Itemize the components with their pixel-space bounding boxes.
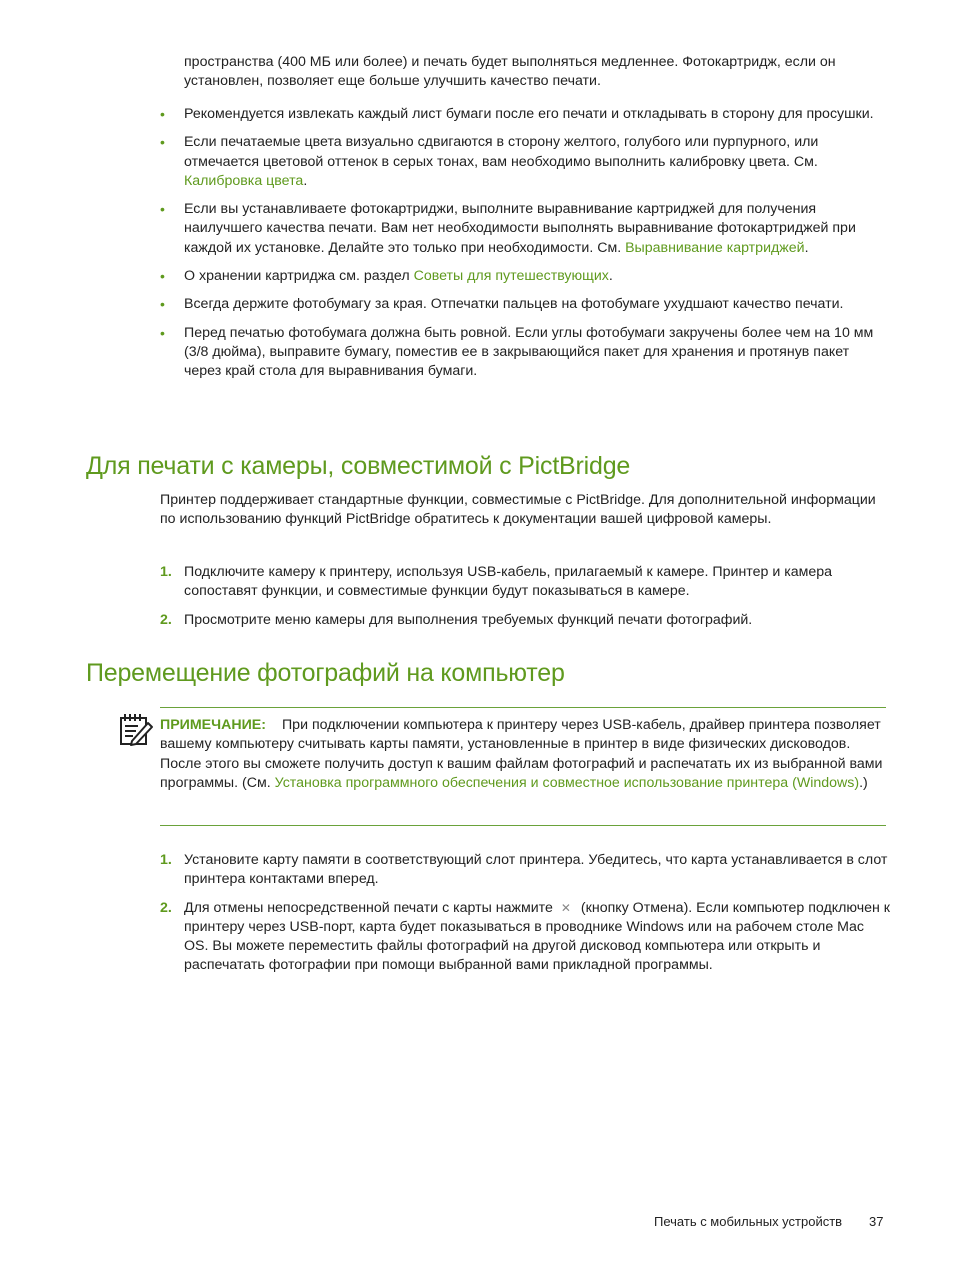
- bullet-item: [160, 267, 890, 286]
- bullet-dot-icon: •: [160, 296, 165, 313]
- link-color-calibration[interactable]: Калибровка цвета: [184, 172, 304, 189]
- cancel-x-icon: ✕: [560, 900, 571, 915]
- footer-section-title: Печать с мобильных устройств: [654, 1214, 843, 1229]
- bullet-text: О хранении картриджа см. раздел: [184, 268, 414, 285]
- bullet-item: [160, 105, 890, 124]
- bullet-dot-icon: •: [160, 324, 165, 341]
- bullet-text: Если вы устанавливаете фотокартриджи, выполните выравнивание картриджей для получения наилучшего качества печати. Вам нет необходимости выполнять выравнивание фотокартриджей при каждой их установке. Делайте это только при необходимости. См.: [184, 201, 856, 256]
- bullet-dot-icon: •: [160, 201, 165, 218]
- link-cartridge-alignment[interactable]: Выравнивание картриджей: [625, 239, 805, 256]
- step-text: Подключите камеру к принтеру, используя USB-кабель, прилагаемый к камере. Принтер и камера сопоставят функции, и совместимые функции будут показываться в камере.: [184, 564, 833, 600]
- bullet-dot-icon: •: [160, 134, 165, 151]
- step-number: 1.: [160, 852, 172, 868]
- note-text: При подключении компьютера к принтеру через USB-кабель, драйвер принтера позволяет вашему компьютеру считывать карты памяти, установленные в принтер в виде физических дисководов. После этого вы сможете получить доступ к вашим файлам фотографий и распечатать их из выбранной вами программы. (См.: [160, 717, 883, 791]
- note-bottom-rule: [160, 825, 886, 826]
- step-text: Просмотрите меню камеры для выполнения требуемых функций печати фотографий.: [184, 611, 753, 628]
- section-heading-transfer-photos: Перемещение фотографий на компьютер: [86, 659, 565, 687]
- intro-paragraph: пространства (400 МБ или более) и печать будет выполняться медленнее. Фотокартридж, если он установлен, позволяет еще больше улучшить качество печати.: [184, 54, 836, 90]
- bullet-dot-icon: •: [160, 106, 165, 122]
- bullet-text-end: .: [303, 172, 308, 189]
- link-travel-tips[interactable]: Советы для путешествующих: [413, 268, 609, 285]
- note-block: [160, 716, 886, 793]
- step-item: [160, 611, 890, 630]
- note-label: ПРИМЕЧАНИЕ:: [160, 717, 266, 733]
- pictbridge-steps: [160, 563, 890, 639]
- step-item: [160, 899, 890, 976]
- note-text-end: .): [859, 774, 868, 791]
- bullet-dot-icon: •: [160, 268, 165, 285]
- step-text: Для отмены непосредственной печати с карты нажмите: [184, 899, 553, 916]
- bullet-text: Если печатаемые цвета визуально сдвигаются в сторону желтого, голубого или пурпурного, или отмечается цветовой оттенок в серых тонах, вам необходимо выполнить калибровку цвета. См.: [184, 134, 819, 170]
- step-number: 2.: [160, 899, 172, 916]
- bullet-item: [160, 324, 890, 382]
- pictbridge-paragraph: Принтер поддерживает стандартные функции, совместимые с PictBridge. Для дополнительной информации по использованию функций PictBridge обратитесь к документации вашей цифровой камеры.: [160, 492, 876, 528]
- section-heading-pictbridge: Для печати с камеры, совместимой с PictBridge: [86, 452, 631, 480]
- note-top-rule: [160, 707, 886, 708]
- bullet-text-end: .: [804, 239, 809, 256]
- bullet-item: [160, 200, 890, 258]
- page-number: 37: [869, 1214, 884, 1229]
- bullet-item: [160, 133, 890, 191]
- bullet-text: Всегда держите фотобумагу за края. Отпечатки пальцев на фотобумаге ухудшают качество печати.: [184, 296, 844, 313]
- step-number: 2.: [160, 611, 172, 628]
- note-icon: [118, 713, 154, 747]
- bullet-text: Перед печатью фотобумага должна быть ровной. Если углы фотобумаги закручены более чем на 10 мм (3/8 дюйма), выправите бумагу, поместив ее в закрывающийся пакет для хранения и протянув пакет через край стола для выравнивания бумаги.: [184, 324, 874, 380]
- tips-bullet-list: [160, 105, 890, 391]
- bullet-item: [160, 295, 890, 314]
- step-number: 1.: [160, 564, 172, 580]
- bullet-text: Рекомендуется извлекать каждый лист бумаги после его печати и откладывать в сторону для просушки.: [184, 106, 874, 122]
- transfer-steps: [160, 851, 890, 985]
- link-software-install-sharing[interactable]: Установка программного обеспечения и совместное использование принтера (Windows): [274, 774, 860, 791]
- step-text-cont: (кнопку Отмена). Если компьютер подключен к принтеру через USB-порт, карта будет показываться в проводнике Windows или на рабочем столе Mac OS. Вы можете переместить файлы фотографий на другой дисковод компьютера или открыть и распечатать фотографии при помощи выбранной вами прикладной программы.: [184, 899, 890, 974]
- step-item: [160, 851, 890, 890]
- step-text: Установите карту памяти в соответствующий слот принтера. Убедитесь, что карта устанавливается в слот принтера контактами вперед.: [184, 852, 888, 888]
- step-item: [160, 563, 890, 602]
- bullet-text-end: .: [608, 268, 613, 285]
